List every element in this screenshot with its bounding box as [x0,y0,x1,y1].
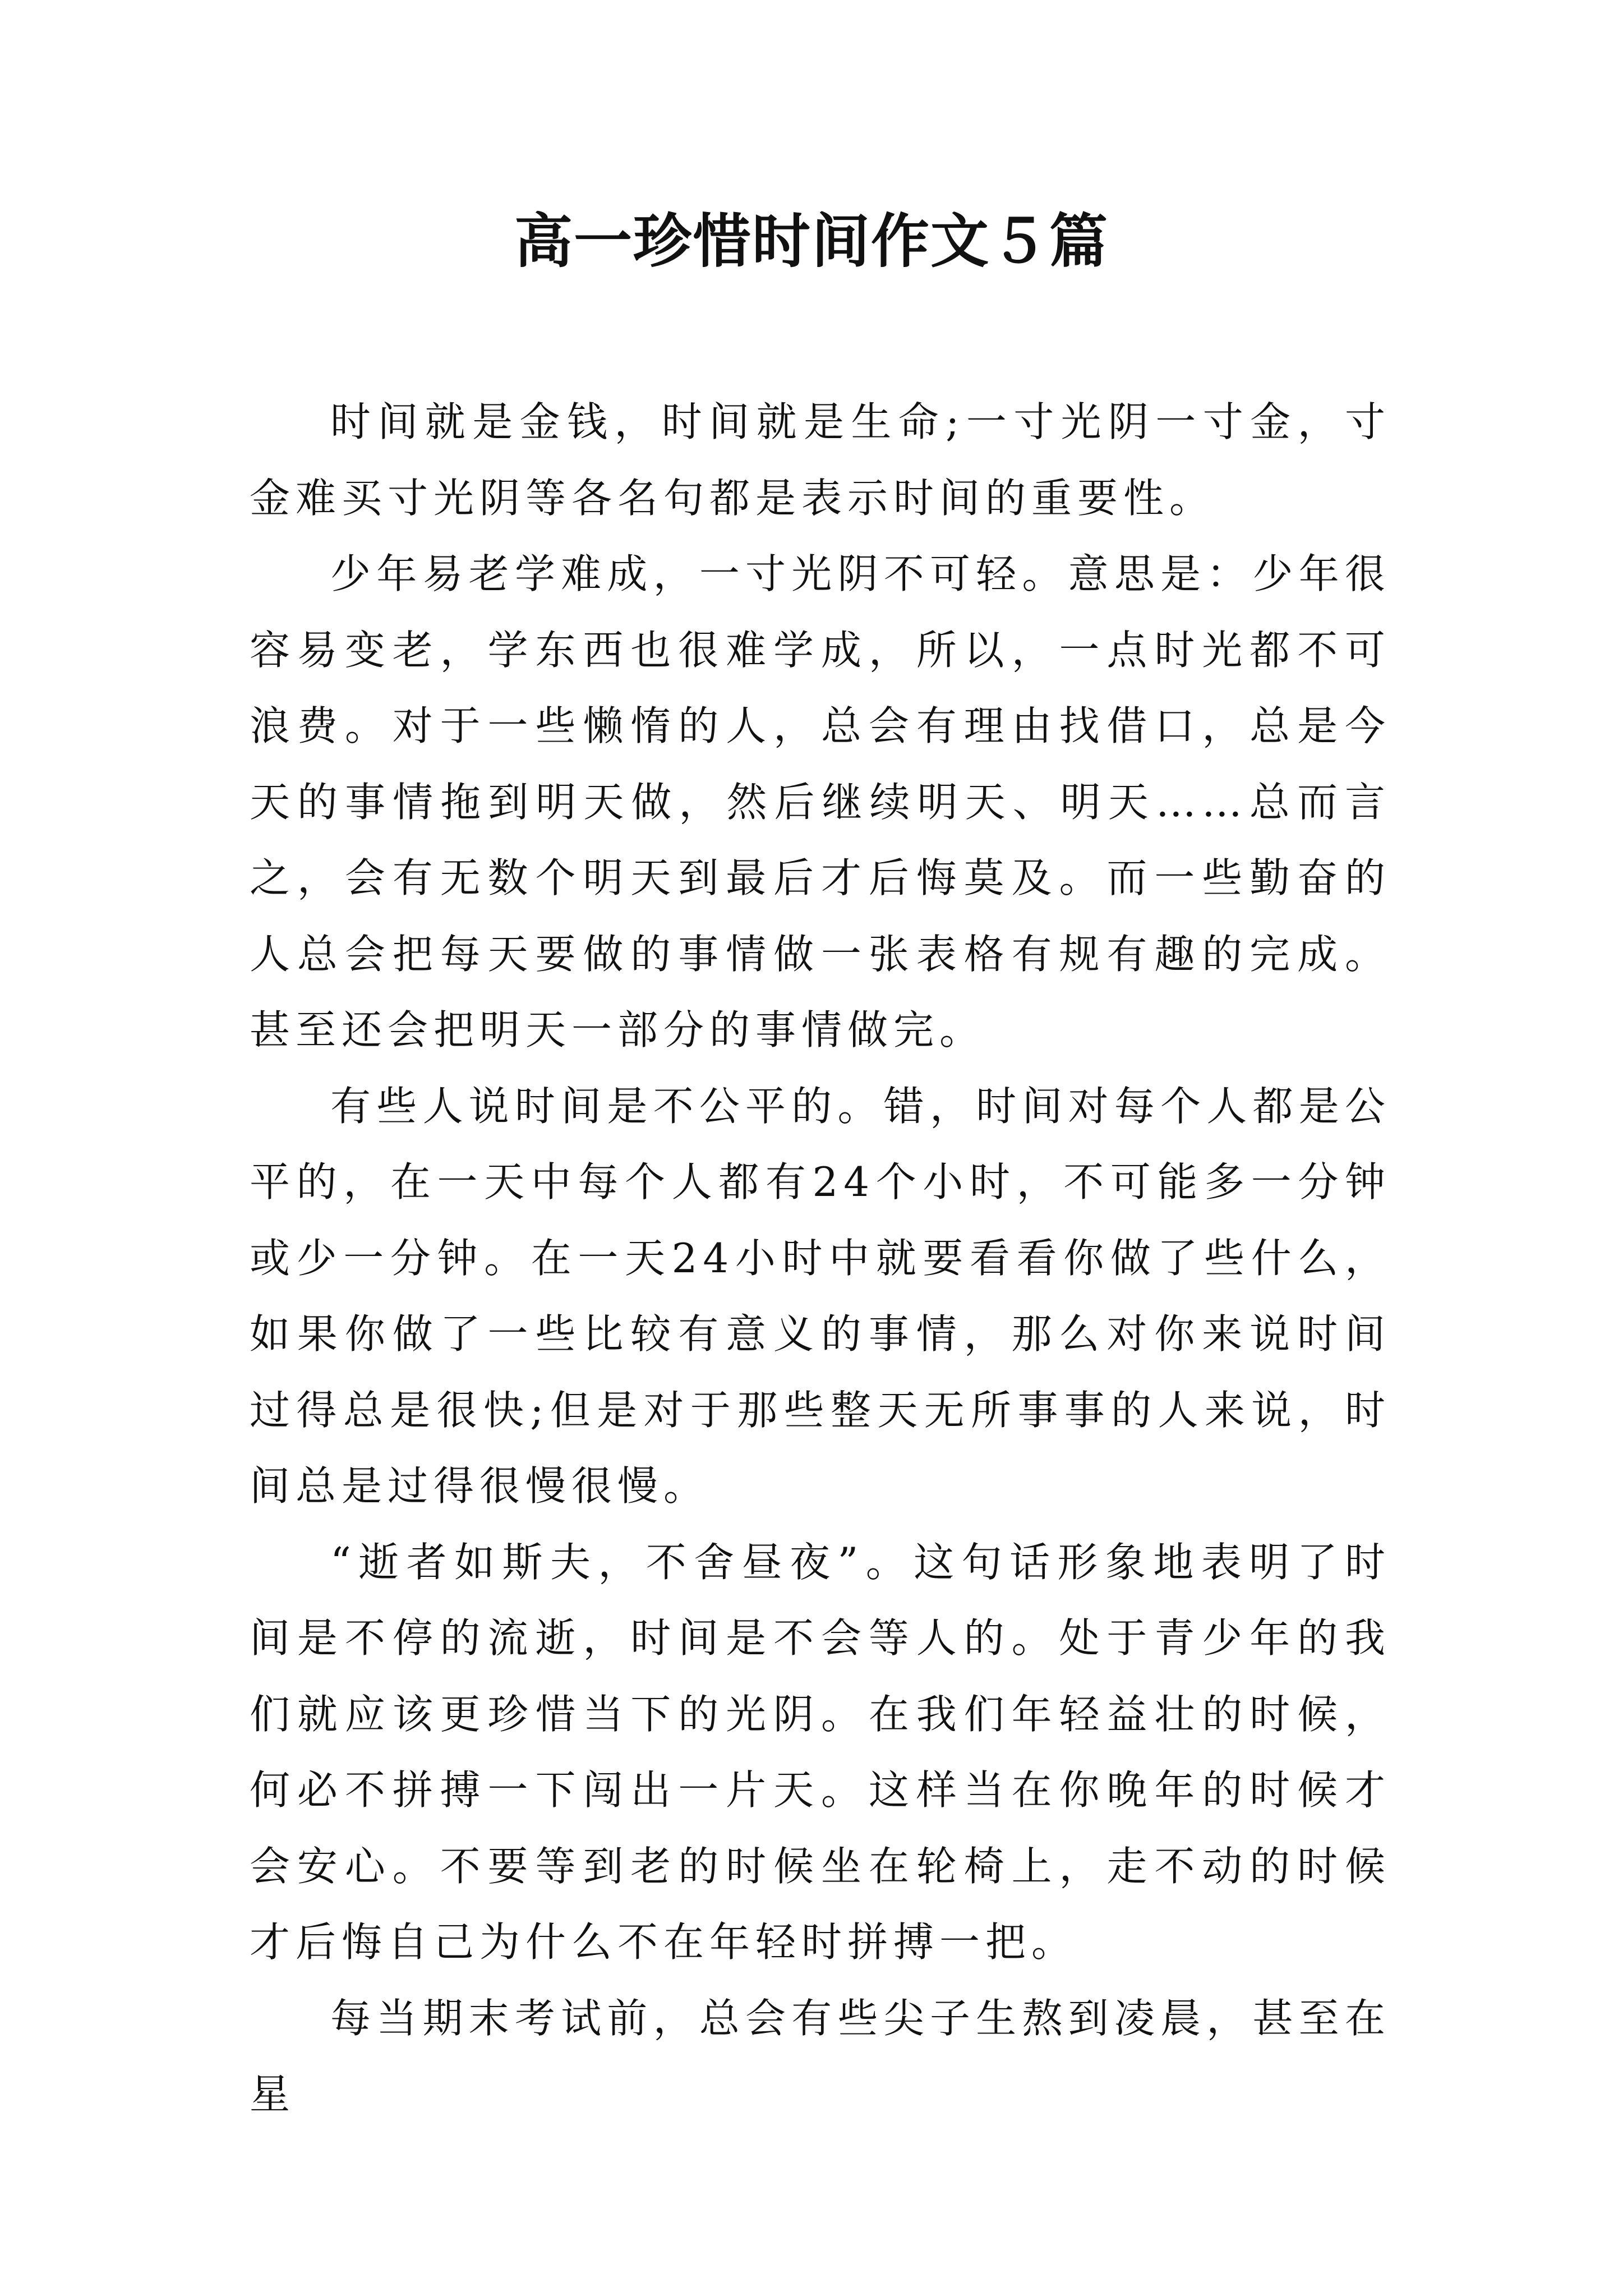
paragraph-3: 有些人说时间是不公平的。错，时间对每个人都是公平的，在一天中每个人都有24个小时，不可能多一分钟或少一分钟。在一天24小时中就要看看你做了些什么，如果你做了一些比较有意义的事情，那么对你来说时间过得总是很快;但是对于那些整天无所事事的人来说，时间总是过得很慢很慢。 [250,1082,1391,1510]
paragraph-5: 每当期末考试前，总会有些尖子生熬到凌晨，甚至在星 [250,1994,1391,2118]
paragraph-4: “逝者如斯夫，不舍昼夜”。这句话形象地表明了时间是不停的流逝，时间是不会等人的。处于青少年的我们就应该更珍惜当下的光阴。在我们年轻益壮的时候，何必不拼搏一下闯出一片天。这样当在你晚年的时候才会安心。不要等到老的时候坐在轮椅上，走不动的时候才后悔自己为什么不在年轻时拼搏一把。 [250,1538,1391,1966]
paragraph-1: 时间就是金钱，时间就是生命;一寸光阴一寸金，寸金难买寸光阴等各名句都是表示时间的重要性。 [250,398,1391,522]
paragraph-2: 少年易老学难成，一寸光阴不可轻。意思是：少年很容易变老，学东西也很难学成，所以，一点时光都不可浪费。对于一些懒惰的人，总会有理由找借口，总是今天的事情拖到明天做，然后继续明天、明天……总而言之，会有无数个明天到最后才后悔莫及。而一些勤奋的人总会把每天要做的事情做一张表格有规有趣的完成。甚至还会把明天一部分的事情做完。 [250,550,1391,1053]
document-title: 高一珍惜时间作文５篇 [514,206,1109,275]
document-body [250,384,1391,2133]
